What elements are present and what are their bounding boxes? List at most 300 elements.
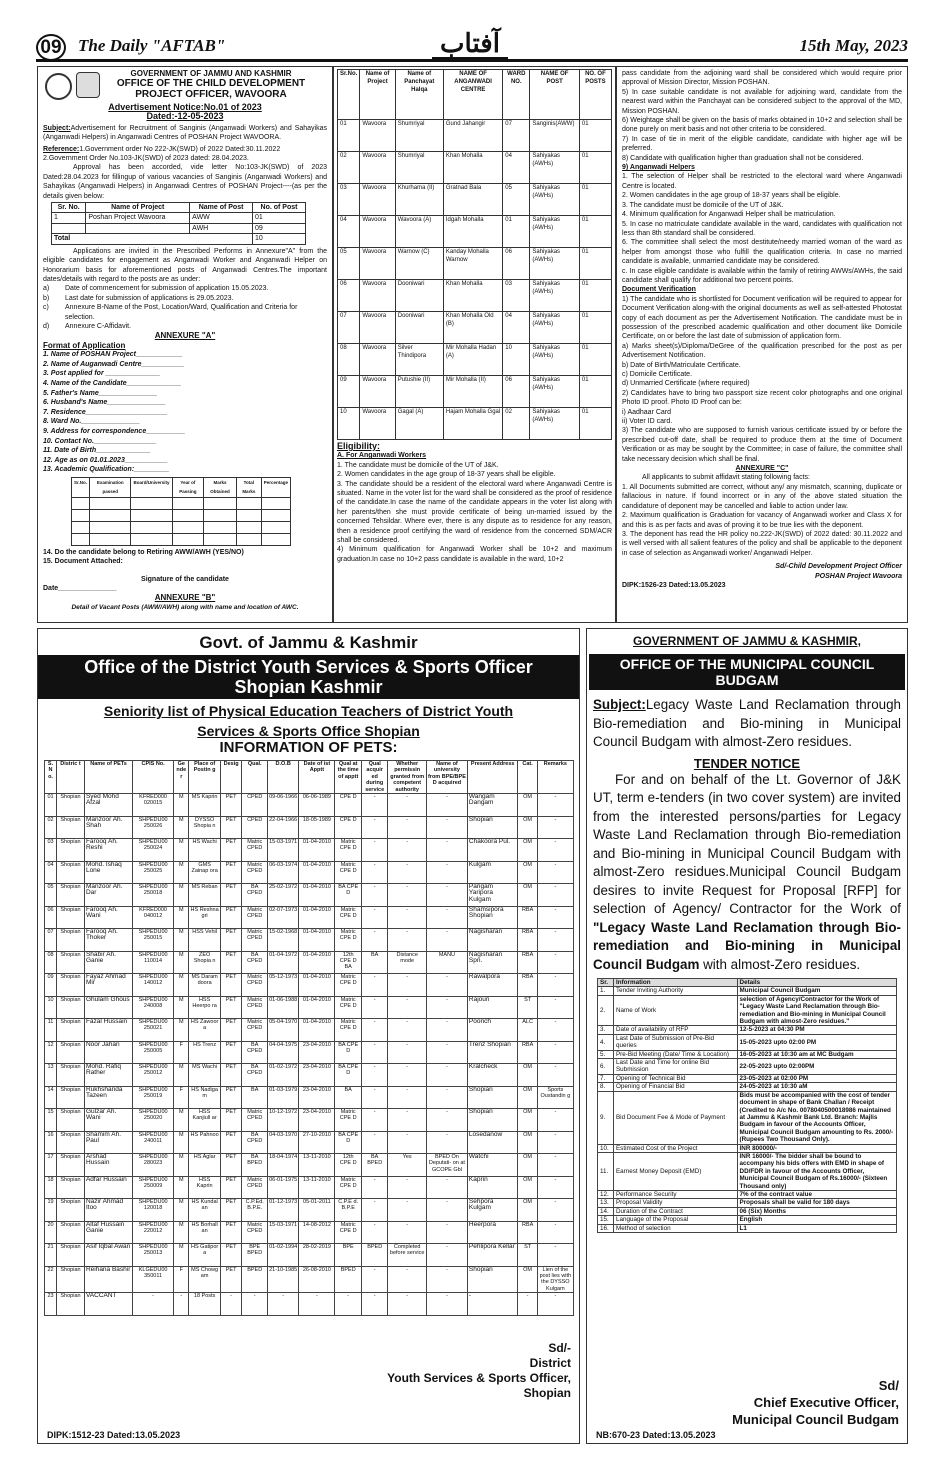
tender-cell: Opening of Financial Bid [613,1083,737,1091]
pet-cell: Noor Jahan [84,1041,132,1064]
pet-cell: HS Pahnoo [189,1131,220,1154]
pet-cell: - [388,906,427,929]
pet-cell: PET [220,1019,242,1042]
pet-cell: - [426,1293,467,1316]
pet-cell: - [388,929,427,952]
pet-cell: MS Chowg am [189,1266,220,1293]
pet-cell: BA CPED [242,1064,268,1087]
vacancy-cell: 03 [503,280,530,312]
pet-cell: - [388,1064,427,1087]
empty-cell [172,521,204,533]
tender-cell: Proposal Validity [613,1199,737,1207]
pet-cell: Poonch [467,1019,518,1042]
pet-cell: MS Daram doora [189,974,220,997]
pet-cell: - [299,1293,335,1316]
ys-signature: Sd/- District Youth Services & Sports Officer, Shopian [387,1341,571,1400]
pet-row [45,1199,574,1222]
vacancy-cell: Dooniwari [395,280,443,312]
pet-cell: - [361,1176,387,1199]
vacancy-cell: 03 [338,184,360,216]
pet-cell: DYSSO Shopia n [189,816,220,839]
pet-cell: BA BPED [242,1154,268,1177]
tender-cell: 10. [598,1144,614,1152]
helper-item: 5. In case no matriculate candidate available in the ward, candidates with qualification not less than 8th standard shall be considered. [622,220,902,237]
field-14: 14. Do the candidate belong to Retiring AWW/AWH (YES/NO) [43,548,244,556]
pet-cell: OM [518,1199,537,1222]
tender-cell: 7. [598,1074,614,1082]
date-item [43,322,327,331]
tender-cell: 8. [598,1083,614,1091]
pet-cell: Lien of the post lies with the DYSSO Kulgam [537,1266,573,1293]
tender-row [598,1144,897,1152]
table-cell: 1 [52,213,86,223]
pet-header-cell: Remarks [537,761,573,794]
pet-cell: 08 [45,951,57,974]
pet-cell: F [174,1086,189,1109]
pet-cell: Chakoora Pul. [467,839,518,862]
empty-cell [204,509,237,521]
pet-row [45,974,574,997]
pet-cell: Rawalpora [467,974,518,997]
affidavit-item: 3. The deponent has read the HR policy no.222-JK(SWD) of 2022 dated: 30.11.2022 and is well versed with all salient features of the policy and shall be applicable to the deponent in case of selection as Anganwadi worker/ Anganwadi Helper. [622,530,902,557]
pet-cell: M [174,1064,189,1087]
document-item: c) Domicile Certificate. [622,371,693,378]
pet-cell: - [426,1041,467,1064]
pet-cell: Shopian [57,1064,85,1087]
pet-cell: PET [220,1131,242,1154]
ad-government: GOVERNMENT OF JAMMU AND KASHMIR [130,69,292,78]
date-item-marker: b) [43,294,50,302]
pet-cell: Shopian [57,951,85,974]
pet-cell: 03 [45,839,57,862]
pet-cell: Matric CPED [242,1109,268,1132]
vacancy-cell: 05 [338,248,360,280]
helpers-title: 9) Anganwadi Helpers [622,164,695,172]
affidavit-item: 1. All Documents submitted are correct, without any/ any mismatch, scanning, duplicate or fallacious in nature. If found incorrect or in any of the above stated situation the candidature of deponent may be cancelled and liable to action under law. [622,483,902,510]
pet-cell: RBA [518,951,537,974]
pet-cell: F [174,1041,189,1064]
empty-cell [261,533,290,545]
pet-cell: M [174,884,189,907]
pet-cell: - [426,861,467,884]
candidate-signature-line: Signature of the candidate [141,575,229,583]
pet-cell: BA CPE D [335,1041,361,1064]
pet-cell: Shopian [57,974,85,997]
pet-cell: PET [220,951,242,974]
pet-cell: HS Reshna gri [189,906,220,929]
qualification-table [71,477,291,546]
pet-cell: Losedanow [467,1131,518,1154]
pet-cell: 18 Posts [189,1293,220,1316]
pet-cell: - [426,1064,467,1087]
date-item [43,294,327,303]
vacancy-cell: Sahiyakas (AWHs) [530,376,580,408]
pet-row [45,884,574,907]
ad-approval: Approval has been accorded, vide letter No:103-JK(SWD) of 2023 Dated:28.04.2023 for fillingup of various vacancies of Sanginis (Anganwadi Workers) and Sahayikas (Anganwadi Helpers) in Anganwadi Centres of POSHAN Project----(as per the details given below: [43,164,327,200]
table-header-cell: Name of Project [86,203,190,213]
qualification-header: Board/University [131,477,172,497]
mc-signature: Sd/ Chief Executive Officer, Municipal Council Budgam [732,1378,899,1427]
empty-cell [131,521,172,533]
pet-row [45,1109,574,1132]
document-item: b) Date of Birth/Matriculate Certificate. [622,361,741,369]
empty-cell [172,533,204,545]
tender-cell: 15. [598,1216,614,1224]
pet-cell: Reihana Bashir [84,1266,132,1293]
pet-cell: Shopian [467,1086,518,1109]
pet-seniority-table [44,760,574,1316]
vacancy-cell: 04 [338,216,360,248]
pet-header-cell: D.O.B [268,761,299,794]
tender-cell: 12-5-2023 at 04:30 PM [737,1026,896,1034]
pet-cell: OM [518,1266,537,1293]
pet-cell: SHPEDU00 250024 [133,839,174,862]
vacancy-row [338,312,612,344]
vacancy-header: NAME OF POST [530,70,580,120]
vacancy-cell: 08 [338,344,360,376]
tender-cell: Date of availability of RFP [613,1026,737,1034]
pet-cell: BPED [335,1266,361,1293]
tender-cell: Method of selection [613,1224,737,1232]
pet-cell: PET [220,1154,242,1177]
pet-cell: CPED [242,816,268,839]
empty-cell [236,533,261,545]
empty-cell [72,509,90,521]
tender-cell: 23-05-2023 at 02:00 PM [737,1074,896,1082]
pet-cell: HSS Kanjiull ar [189,1109,220,1132]
pet-cell: SHPEDU00 120018 [133,1199,174,1222]
vacancy-cell: Khan Mohalla [443,152,502,184]
pet-cell: 21-10-1985 [268,1266,299,1293]
application-field: 7. Residence_____________________ [43,408,168,416]
eligibility-list [337,461,612,564]
cdpo-signature: Sd/-Child Development Project Officer [775,563,902,571]
date-item-marker: a) [43,285,50,293]
tender-cell: 5. [598,1050,614,1058]
pet-row [45,1041,574,1064]
pet-cell: HS Aglar [189,1154,220,1177]
pet-cell: - [361,1109,387,1132]
pet-cell: Matric CPE D [335,906,361,929]
pet-cell: Matric CPED [242,906,268,929]
cdpo-project: POSHAN Project Wavoora [814,572,902,580]
helper-item: 3. The candidate must be domicile of the UT of J&K. [622,201,784,209]
pet-row [45,951,574,974]
pet-cell: 15-03-1971 [268,839,299,862]
pet-cell: - [537,1041,573,1064]
qualification-header: Marks Obtained [204,477,237,497]
document-item: 2) Candidates have to bring two passport size recent color photographs and one original Photo ID proof. Photo ID Proof can be: [622,389,902,407]
pet-cell: Shopian [57,1199,85,1222]
pet-cell: RBA [518,1221,537,1244]
vacancy-cell: 01 [579,312,611,344]
vacancy-cell: Kanday Mohalla Warnow [443,248,502,280]
pet-cell: - [361,1131,387,1154]
pet-cell: - [537,929,573,952]
annexure-c-title: ANNEXURE "C" [735,465,789,473]
criteria-item: 8) Candidate with qualification higher than graduation shall not be considered. [622,154,864,162]
vacancy-cell: Gagal (A) [395,408,443,440]
pet-cell: SHPEDU00 250026 [133,816,174,839]
vacancy-cell: 04 [503,152,530,184]
pet-cell: - [388,1176,427,1199]
pet-cell: - [388,974,427,997]
pet-cell: 01 [45,794,57,817]
pet-cell: - [537,1221,573,1244]
vacancy-cell: Sahiyakas (AWHs) [530,248,580,280]
pet-cell: BA CPED [242,951,268,974]
pet-cell: - [426,974,467,997]
vacancy-cell: Sahiyakas (AWHs) [530,216,580,248]
pet-cell: Nagisharan [467,929,518,952]
empty-cell [261,509,290,521]
ad-dated: Dated:-12-05-2023 [146,111,224,122]
vacancy-row [338,184,612,216]
pet-header-cell: Qual. [242,761,268,794]
pet-cell: 14 [45,1086,57,1109]
pet-cell: Shopian [57,861,85,884]
pet-cell: - [518,1293,537,1316]
pet-cell: M [174,996,189,1019]
pet-cell: 28-02-2019 [299,1244,335,1267]
pet-cell: SHPEDU00 250012 [133,1064,174,1087]
pet-cell: Matric CPED [242,929,268,952]
pet-cell: RBA [518,974,537,997]
pet-cell: SHPEDU00 250009 [133,1176,174,1199]
empty-cell [261,497,290,509]
pet-cell: PET [220,794,242,817]
pet-cell: BA CPED [242,1041,268,1064]
tender-cell: Bid Document Fee & Mode of Payment [613,1091,737,1144]
vacancy-cell: 07 [338,312,360,344]
pet-cell: BA CPED [242,884,268,907]
eligibility-item: 4) Minimum qualification for Anganwadi Worker shall be 10+2 and maximum graduation.In case no 10+2 pass candidate is available in the ward, 10+2 [337,546,612,563]
criteria-item: pass candidate from the adjoining ward shall be considered which would require prior approval of Mission Director, Mission POSHAN. [622,70,902,87]
pet-header-cell: Whether permissin granted from competent authority [388,761,427,794]
pet-cell: 01-04-2010 [299,884,335,907]
pet-cell: - [361,974,387,997]
vacancy-cell: Idgah Mohalla [443,216,502,248]
ys-info-title: INFORMATION OF PETS: [219,739,398,756]
pet-cell: 01-04-2010 [299,839,335,862]
pet-cell: Shopian [57,906,85,929]
format-title: Format of Application [43,340,126,350]
empty-cell [236,521,261,533]
pet-row [45,1019,574,1042]
pet-cell: F [174,1266,189,1293]
pet-cell: BA CPE D [335,1131,361,1154]
empty-cell [131,533,172,545]
pet-cell: M [174,929,189,952]
pet-cell: - [426,1266,467,1293]
vacancy-cell: 02 [503,408,530,440]
pet-cell: - [426,996,467,1019]
pet-header-cell: Desig [220,761,242,794]
pet-cell: 15-03-1971 [268,1221,299,1244]
empty-cell [236,509,261,521]
pet-cell: Shopian [57,1154,85,1177]
pet-cell: 13-11-2010 [299,1176,335,1199]
empty-cell [204,521,237,533]
pet-header-cell: S. N o. [45,761,57,794]
vacancy-cell: 06 [503,376,530,408]
pet-cell: 23-04-2010 [299,1086,335,1109]
empty-cell [204,497,237,509]
vacancy-cell: 10 [338,408,360,440]
vacancy-cell: Warnow (C) [395,248,443,280]
qualification-header: Examination passed [90,477,131,497]
pet-cell: Shopian [57,1221,85,1244]
masthead [36,29,908,62]
vacancy-cell: 07 [503,120,530,152]
mc-subject: Subject:Legacy Waste Land Reclamation through Bio-remediation and Bio-mining in Municipal Council Budgam with almost-Zero residues. [593,697,901,749]
pet-cell: Yes [388,1154,427,1177]
pet-cell: - [388,1131,427,1154]
vacancy-cell: Silver Thindipora [395,344,443,376]
pet-cell: OM [518,839,537,862]
vacancy-cell: Wavoora [360,344,395,376]
pet-cell: - [426,1019,467,1042]
tender-row [598,1190,897,1198]
pet-cell: ST [518,996,537,1019]
pet-cell: 09 [45,974,57,997]
pet-cell: Matric CPE D [335,1176,361,1199]
vacancy-cell: 04 [503,312,530,344]
pet-cell: 11 [45,1019,57,1042]
pet-header-cell: Present Address [467,761,518,794]
pet-header-cell: Qual acquir ed during service [361,761,387,794]
pet-cell: 06-01-1975 [268,1176,299,1199]
vacancy-cell: Mir Mohalla Hadan (A) [443,344,502,376]
tender-cell: 7% of the contract value [737,1190,896,1198]
pet-cell: C.P.E d. B.P.E [335,1199,361,1222]
pet-cell: - [361,1199,387,1222]
pet-cell: - [388,884,427,907]
pet-cell: 13 [45,1064,57,1087]
pet-cell: - [361,839,387,862]
pet-cell: - [361,1221,387,1244]
pet-cell: Shopian [57,794,85,817]
pet-cell: - [537,1293,573,1316]
pet-cell: - [537,1131,573,1154]
empty-cell [236,497,261,509]
application-field: 4. Name of the Candidate______________ [43,379,182,387]
tender-cell: L1 [737,1224,896,1232]
doc-verification-title: Document Verification [622,286,696,294]
cdpo-advert-column-2 [333,66,616,623]
vacancy-cell: Wavoora [360,248,395,280]
pet-cell: Wangam Dangam [467,794,518,817]
tender-row [598,1059,897,1075]
pet-cell: MS Wachi [189,1064,220,1087]
pet-cell: 23-04-2010 [299,1041,335,1064]
pet-cell: ST [518,1244,537,1267]
pet-cell: SHPEDU00 140012 [133,974,174,997]
pet-cell: BA CPED [242,1131,268,1154]
tender-cell: 6. [598,1059,614,1075]
pet-cell: Matric CPE D [335,839,361,862]
pet-cell: SHPEDU00 250019 [133,1086,174,1109]
pet-cell: CPE D [335,816,361,839]
pet-cell: 05 [45,884,57,907]
application-field: 11. Date of Birth______________ [43,447,151,455]
tender-cell: Last Date of Submission of Pre-Bid queries [613,1034,737,1050]
pet-cell: Shamim Ah. Paul [84,1131,132,1154]
pet-cell: Shopian [57,1266,85,1293]
vacancy-cell: Shumriyal [395,120,443,152]
empty-cell [204,533,237,545]
pet-header-cell: Distric t [57,761,85,794]
ad-subject: Subject:Advertisement for Recruitment of Sanginis (Anganwadi Workers) and Sahayikas (Anganwadi Helpers) in Anganwadi Centres of POSHAN Project WAVOORA. [43,124,327,142]
pet-cell: Matric CPE D [335,1109,361,1132]
pet-cell: OM [518,884,537,907]
vacancy-cell: Wavoora [360,120,395,152]
pet-cell: 01-04-2010 [299,929,335,952]
pet-cell: 05-04-1970 [268,1019,299,1042]
pet-cell: - [426,929,467,952]
helpers-criteria [622,172,902,285]
pet-header-cell: Ge nde r [174,761,189,794]
pet-cell: - [388,1293,427,1316]
pet-cell: Shopian [467,1109,518,1132]
pet-cell: SHPEDU00 250013 [133,1244,174,1267]
pet-cell: MANU [426,951,467,974]
tender-row [598,1091,897,1144]
tender-cell: Municipal Council Budgam [737,987,896,995]
empty-cell [90,521,131,533]
pet-cell: 01-12-1973 [268,1199,299,1222]
pet-cell: - [426,884,467,907]
pet-cell: - [361,1293,387,1316]
affidavit-item: 2. Maximum qualification is Graduation for vacancy of Anganwadi worker and Class X for and this is as per facts and avas of proving it to be true lies with the deponent. [622,512,902,529]
pet-cell: Matric CPE D [335,861,361,884]
pet-cell: - [388,794,427,817]
pet-cell: Farooq Ah. Thoker [84,929,132,952]
pet-cell: OM [518,1064,537,1087]
tender-row [598,1034,897,1050]
pet-cell: - [335,1293,361,1316]
pet-cell: Shopian [57,996,85,1019]
pet-cell: 15 [45,1109,57,1132]
tender-cell: selection of Agency/Contractor for the Work of "Legacy Waste Land Reclamation through Bio-remediation and Bio-mining in Municipal Council Budgam with almost-Zero residues." [737,995,896,1026]
pet-cell: - [537,906,573,929]
pet-cell: - [388,1086,427,1109]
pet-cell: OM [518,1154,537,1177]
pet-cell: - [388,1109,427,1132]
tender-notice-title: TENDER NOTICE [693,755,801,771]
pet-cell: RBA [518,1041,537,1064]
pet-cell: - [537,951,573,974]
pet-cell: 23-04-2010 [299,1064,335,1087]
pet-cell: - [426,1109,467,1132]
mc-body: For and on behalf of the Lt. Governor of J&K UT, term e-tenders (in two cover system) are invited from the interested persons/parties for Legacy Waste Land Reclamation through Bio-remediation and Bio-mining in Municipal Council Budgam with almost-Zero residues.Municipal Council Budgam desires to invite Request for Proposal [RFP] for selection of Agency/ Contractor for the Work of "Legacy Waste Land Reclamation through Bio-remediation and Bio-mining in Municipal Council Budgam with almost-Zero residues. [593,771,901,972]
vacancy-cell: Mir Mohalla (II) [443,376,502,408]
pet-cell: PET [220,1266,242,1293]
issue-date: 15th May, 2023 [799,36,908,55]
pet-cell: Adfar Hussain [84,1176,132,1199]
pet-cell: 21 [45,1244,57,1267]
vacancy-cell: Putushie (II) [395,376,443,408]
pet-cell: Shopian [57,1293,85,1316]
pet-cell: PET [220,839,242,862]
pet-cell: 10-12-1972 [268,1109,299,1132]
pet-cell: Completed before service [388,1244,427,1267]
pet-cell: HSS Kaprin [189,1176,220,1199]
pet-cell: Parigam Yaripora Kulgam [467,884,518,907]
tender-cell: 11. [598,1152,614,1190]
application-field: 5. Father's Name_______________ [43,389,158,397]
pet-cell: 14-08-2012 [299,1221,335,1244]
